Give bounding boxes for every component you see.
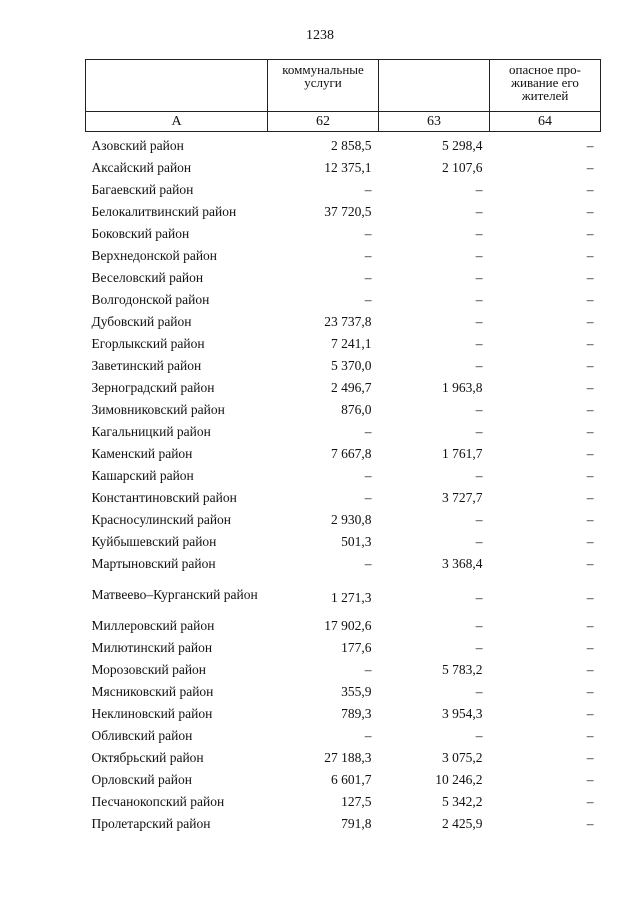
row-name-cell: Волгодонской район bbox=[91, 291, 210, 307]
table-row bbox=[86, 156, 601, 178]
row-value-63: – bbox=[475, 181, 483, 197]
row-name-cell: Обливский район bbox=[91, 727, 193, 743]
row-value-63: – bbox=[475, 291, 483, 307]
table-row bbox=[86, 530, 601, 552]
row-name-cell: Дубовский район bbox=[91, 313, 192, 329]
row-name-cell: Зимовниковский район bbox=[91, 401, 225, 417]
row-value-63: – bbox=[475, 533, 483, 549]
row-value-62: – bbox=[364, 423, 372, 439]
row-value-63: – bbox=[475, 511, 483, 527]
table-row bbox=[86, 222, 601, 244]
row-value-63: – bbox=[475, 401, 483, 417]
row-value-63: 5 783,2 bbox=[442, 661, 483, 677]
row-value-62: 27 188,3 bbox=[324, 749, 372, 765]
row-value-64: – bbox=[586, 379, 594, 395]
table-row bbox=[86, 812, 601, 834]
row-name-cell: Матвеево–Курганский район bbox=[91, 586, 258, 602]
row-value-63: 5 298,4 bbox=[442, 137, 483, 153]
table-row bbox=[86, 398, 601, 420]
row-value-64: – bbox=[586, 291, 594, 307]
row-value-64: – bbox=[586, 445, 594, 461]
row-value-64: – bbox=[586, 511, 594, 527]
row-value-62: 6 601,7 bbox=[331, 771, 372, 787]
header-cell-name bbox=[86, 60, 268, 112]
row-value-64: – bbox=[586, 589, 594, 605]
table-row bbox=[86, 790, 601, 812]
row-value-64: – bbox=[586, 683, 594, 699]
column-code-row bbox=[86, 112, 601, 132]
row-value-64: – bbox=[586, 705, 594, 721]
row-value-64: – bbox=[586, 225, 594, 241]
row-value-64: – bbox=[586, 247, 594, 263]
row-value-64: – bbox=[586, 269, 594, 285]
row-value-62: – bbox=[364, 489, 372, 505]
row-value-62: – bbox=[364, 467, 372, 483]
row-value-63: 2 425,9 bbox=[442, 815, 483, 831]
row-value-63: – bbox=[475, 357, 483, 373]
row-value-62: 791,8 bbox=[341, 815, 372, 831]
row-name-cell: Зерноградский район bbox=[91, 379, 215, 395]
row-value-62: 1 271,3 bbox=[331, 589, 372, 605]
row-value-62: 2 930,8 bbox=[331, 511, 372, 527]
row-value-62: – bbox=[364, 247, 372, 263]
row-name-cell: Багаевский район bbox=[91, 181, 194, 197]
page-number: 1238 bbox=[306, 28, 334, 43]
row-value-63: – bbox=[475, 203, 483, 219]
row-name-cell: Каменский район bbox=[91, 445, 193, 461]
row-value-63: 10 246,2 bbox=[435, 771, 483, 787]
table-row bbox=[86, 702, 601, 724]
row-value-62: 17 902,6 bbox=[324, 617, 372, 633]
table-row bbox=[86, 266, 601, 288]
header-cell-64: опасное про-живание его жителей bbox=[490, 60, 601, 112]
table-row bbox=[86, 310, 601, 332]
row-value-64: – bbox=[586, 313, 594, 329]
row-value-63: – bbox=[475, 225, 483, 241]
row-name-cell: Миллеровский район bbox=[91, 617, 215, 633]
row-value-62: 23 737,8 bbox=[324, 313, 372, 329]
row-value-63: – bbox=[475, 639, 483, 655]
table-row bbox=[86, 508, 601, 530]
row-name-cell: Веселовский район bbox=[91, 269, 204, 285]
row-value-64: – bbox=[586, 815, 594, 831]
row-value-64: – bbox=[586, 159, 594, 175]
row-value-62: – bbox=[364, 291, 372, 307]
table-row bbox=[86, 376, 601, 398]
row-value-64: – bbox=[586, 639, 594, 655]
row-value-62: 7 667,8 bbox=[331, 445, 372, 461]
row-value-63: – bbox=[475, 335, 483, 351]
row-value-62: – bbox=[364, 727, 372, 743]
row-value-62: – bbox=[364, 269, 372, 285]
table-row bbox=[86, 332, 601, 354]
row-value-64: – bbox=[586, 489, 594, 505]
table-row bbox=[86, 200, 601, 222]
table-row bbox=[86, 636, 601, 658]
row-name-cell: Мартыновский район bbox=[91, 555, 216, 571]
header-row bbox=[86, 60, 601, 112]
row-value-63: 5 342,2 bbox=[442, 793, 483, 809]
row-value-63: – bbox=[475, 247, 483, 263]
row-name-cell: Неклиновский район bbox=[91, 705, 213, 721]
column-code-a: А bbox=[86, 112, 268, 132]
row-value-63: 1 963,8 bbox=[442, 379, 483, 395]
table-row bbox=[86, 746, 601, 768]
row-value-63: – bbox=[475, 313, 483, 329]
row-value-62: 37 720,5 bbox=[324, 203, 372, 219]
row-name-cell: Мясниковский район bbox=[91, 683, 214, 699]
row-value-64: – bbox=[586, 727, 594, 743]
table-row bbox=[86, 486, 601, 508]
row-value-64: – bbox=[586, 203, 594, 219]
row-value-63: – bbox=[475, 589, 483, 605]
row-name-cell: Октябрьский район bbox=[91, 749, 204, 765]
row-value-62: – bbox=[364, 661, 372, 677]
row-value-62: 501,3 bbox=[341, 533, 372, 549]
row-value-63: – bbox=[475, 269, 483, 285]
table-row bbox=[86, 768, 601, 790]
row-value-64: – bbox=[586, 555, 594, 571]
row-value-62: 7 241,1 bbox=[331, 335, 372, 351]
table-row bbox=[86, 288, 601, 310]
row-name-cell: Аксайский район bbox=[91, 159, 192, 175]
table-row bbox=[86, 420, 601, 442]
row-value-62: 355,9 bbox=[341, 683, 372, 699]
row-name-cell: Морозовский район bbox=[91, 661, 207, 677]
row-name-cell: Кашарский район bbox=[91, 467, 194, 483]
table-row bbox=[86, 244, 601, 266]
row-value-64: – bbox=[586, 661, 594, 677]
row-value-62: – bbox=[364, 225, 372, 241]
row-value-62: 177,6 bbox=[341, 639, 372, 655]
row-value-64: – bbox=[586, 467, 594, 483]
row-value-62: 5 370,0 bbox=[331, 357, 372, 373]
row-value-63: 3 368,4 bbox=[442, 555, 483, 571]
row-name-cell: Азовский район bbox=[91, 137, 184, 153]
row-value-63: – bbox=[475, 423, 483, 439]
column-code-62: 62 bbox=[268, 112, 379, 132]
data-table bbox=[85, 59, 601, 834]
row-name-cell: Милютинский район bbox=[91, 639, 213, 655]
row-name-cell: Константиновский район bbox=[91, 489, 237, 505]
row-value-63: 1 761,7 bbox=[442, 445, 483, 461]
row-name-cell: Белокалитвинский район bbox=[91, 203, 237, 219]
table-row bbox=[86, 574, 601, 614]
row-value-64: – bbox=[586, 617, 594, 633]
row-name-cell: Красносулинский район bbox=[91, 511, 232, 527]
row-value-62: 876,0 bbox=[341, 401, 372, 417]
header-cell-62: коммунальные услуги bbox=[268, 60, 379, 112]
row-value-63: 3 075,2 bbox=[442, 749, 483, 765]
table-row bbox=[86, 464, 601, 486]
row-value-64: – bbox=[586, 533, 594, 549]
row-value-64: – bbox=[586, 793, 594, 809]
row-name-cell: Куйбышевский район bbox=[91, 533, 217, 549]
header-cell-63 bbox=[379, 60, 490, 112]
row-value-64: – bbox=[586, 181, 594, 197]
row-value-64: – bbox=[586, 401, 594, 417]
row-name-cell: Орловский район bbox=[91, 771, 192, 787]
row-value-64: – bbox=[586, 137, 594, 153]
row-value-63: 3 727,7 bbox=[442, 489, 483, 505]
table-row bbox=[86, 658, 601, 680]
row-value-63: 2 107,6 bbox=[442, 159, 483, 175]
table-header bbox=[86, 60, 601, 132]
row-value-62: 2 858,5 bbox=[331, 137, 372, 153]
column-code-63: 63 bbox=[379, 112, 490, 132]
table-row bbox=[86, 178, 601, 200]
table-row bbox=[86, 724, 601, 746]
row-value-63: – bbox=[475, 683, 483, 699]
row-value-62: – bbox=[364, 181, 372, 197]
row-value-64: – bbox=[586, 771, 594, 787]
row-name-cell: Верхнедонской район bbox=[91, 247, 218, 263]
row-value-63: 3 954,3 bbox=[442, 705, 483, 721]
table-body bbox=[86, 132, 601, 835]
row-value-62: 2 496,7 bbox=[331, 379, 372, 395]
row-name-cell: Пролетарский район bbox=[91, 815, 211, 831]
table-row bbox=[86, 680, 601, 702]
table-row bbox=[86, 354, 601, 376]
table-row bbox=[86, 442, 601, 464]
row-value-64: – bbox=[586, 749, 594, 765]
row-value-64: – bbox=[586, 335, 594, 351]
row-value-63: – bbox=[475, 467, 483, 483]
row-value-64: – bbox=[586, 357, 594, 373]
row-name-cell: Песчанокопский район bbox=[91, 793, 225, 809]
row-name-cell: Заветинский район bbox=[91, 357, 202, 373]
row-name-cell: Егорлыкский район bbox=[91, 335, 205, 351]
row-value-62: 789,3 bbox=[341, 705, 372, 721]
row-name-cell: Боковский район bbox=[91, 225, 190, 241]
table-row bbox=[86, 132, 601, 157]
table-row bbox=[86, 552, 601, 574]
row-name-cell: Кагальницкий район bbox=[91, 423, 211, 439]
table-row bbox=[86, 614, 601, 636]
row-value-62: 12 375,1 bbox=[324, 159, 372, 175]
row-value-63: – bbox=[475, 727, 483, 743]
row-value-62: 127,5 bbox=[341, 793, 372, 809]
row-value-63: – bbox=[475, 617, 483, 633]
column-code-64: 64 bbox=[490, 112, 601, 132]
row-value-64: – bbox=[586, 423, 594, 439]
row-value-62: – bbox=[364, 555, 372, 571]
